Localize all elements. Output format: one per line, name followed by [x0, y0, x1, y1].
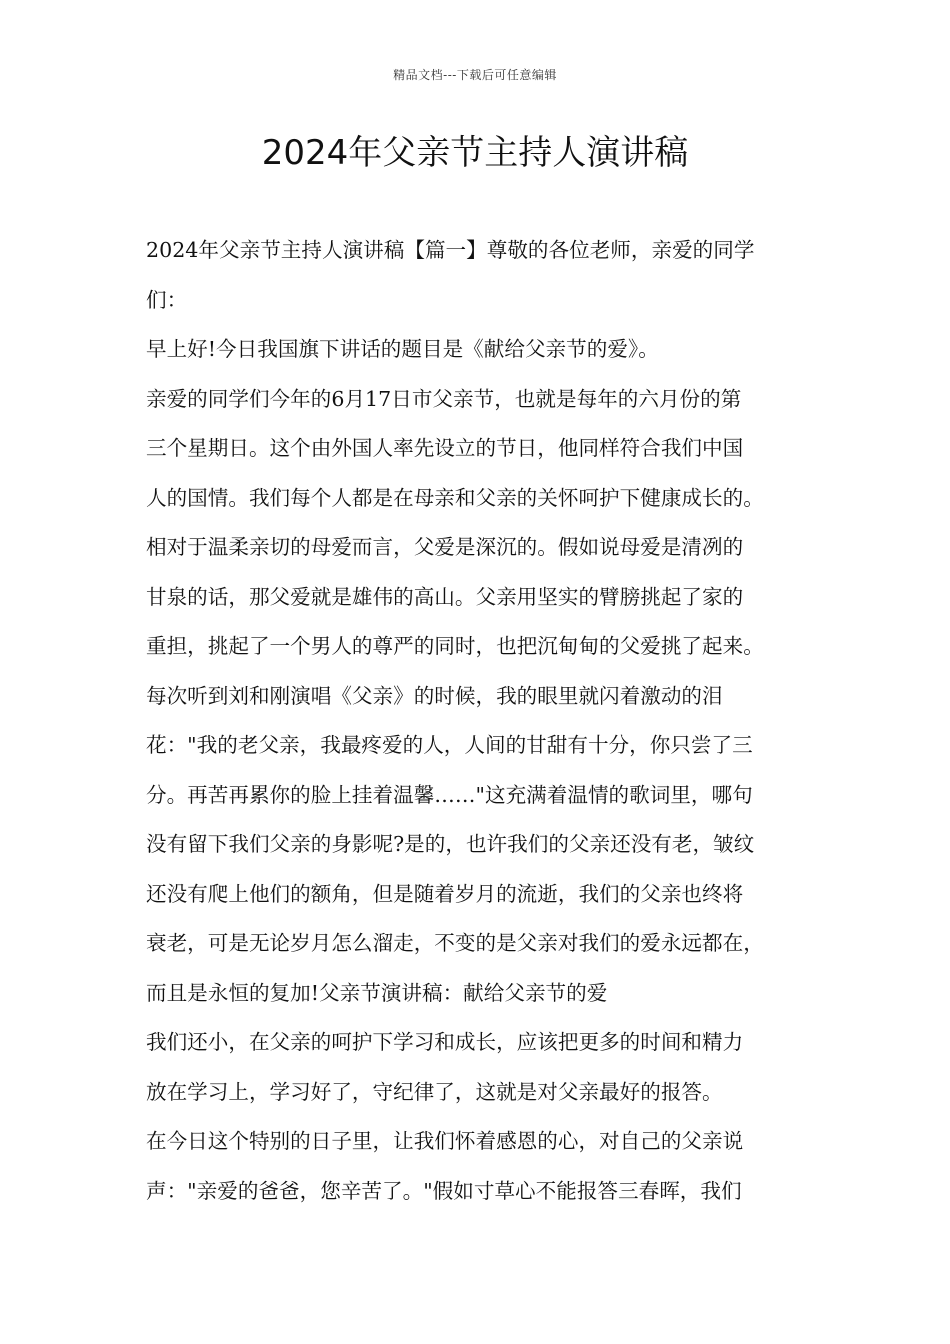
text-line: 放在学习上，学习好了，守纪律了，这就是对父亲最好的报答。 — [146, 1079, 723, 1104]
text-line: 亲爱的同学们今年的6月17日市父亲节，也就是每年的六月份的第 — [146, 386, 742, 411]
text-line: 花："我的老父亲，我最疼爱的人，人间的甘甜有十分，你只尝了三 — [146, 733, 753, 757]
text-line: 们： — [146, 287, 188, 312]
body-text — [146, 226, 826, 1216]
text-line: 重担，挑起了一个男人的尊严的同时，也把沉甸甸的父爱挑了起来。 — [146, 634, 764, 658]
text-line: 三个星期日。这个由外国人率先设立的节日，他同样符合我们中国 — [146, 436, 744, 460]
text-line: 而且是永恒的复加!父亲节演讲稿：献给父亲节的爱 — [146, 980, 608, 1005]
text-line: 甘泉的话，那父爱就是雄伟的高山。父亲用坚实的臂膀挑起了家的 — [146, 584, 744, 609]
text-line: 我们还小，在父亲的呵护下学习和成长，应该把更多的时间和精力 — [146, 1030, 744, 1054]
text-line: 没有留下我们父亲的身影呢?是的，也许我们的父亲还没有老，皱纹 — [146, 832, 755, 856]
text-line: 分。再苦再累你的脸上挂着温馨……"这充满着温情的歌词里，哪句 — [146, 782, 753, 807]
header-note: 精品文档---下载后可任意编辑 — [393, 68, 557, 82]
text-line: 早上好!今日我国旗下讲话的题目是《献给父亲节的爱》。 — [146, 337, 659, 361]
text-line: 还没有爬上他们的额角，但是随着岁月的流逝，我们的父亲也终将 — [146, 881, 744, 906]
document-title: 2024年父亲节主持人演讲稿 — [261, 133, 689, 173]
text-line: 在今日这个特别的日子里，让我们怀着感恩的心，对自己的父亲说 — [146, 1129, 744, 1153]
text-line: 人的国情。我们每个人都是在母亲和父亲的关怀呵护下健康成长的。 — [146, 485, 764, 510]
text-line: 每次听到刘和刚演唱《父亲》的时候，我的眼里就闪着激动的泪 — [146, 683, 723, 708]
text-line: 相对于温柔亲切的母爱而言，父爱是深沉的。假如说母爱是清冽的 — [146, 535, 744, 559]
text-line: 衰老，可是无论岁月怎么溜走，不变的是父亲对我们的爱永远都在， — [146, 931, 764, 955]
text-line: 2024年父亲节主持人演讲稿【篇一】尊敬的各位老师，亲爱的同学 — [146, 238, 755, 262]
text-line: 声："亲爱的爸爸，您辛苦了。"假如寸草心不能报答三春晖，我们 — [146, 1178, 742, 1203]
